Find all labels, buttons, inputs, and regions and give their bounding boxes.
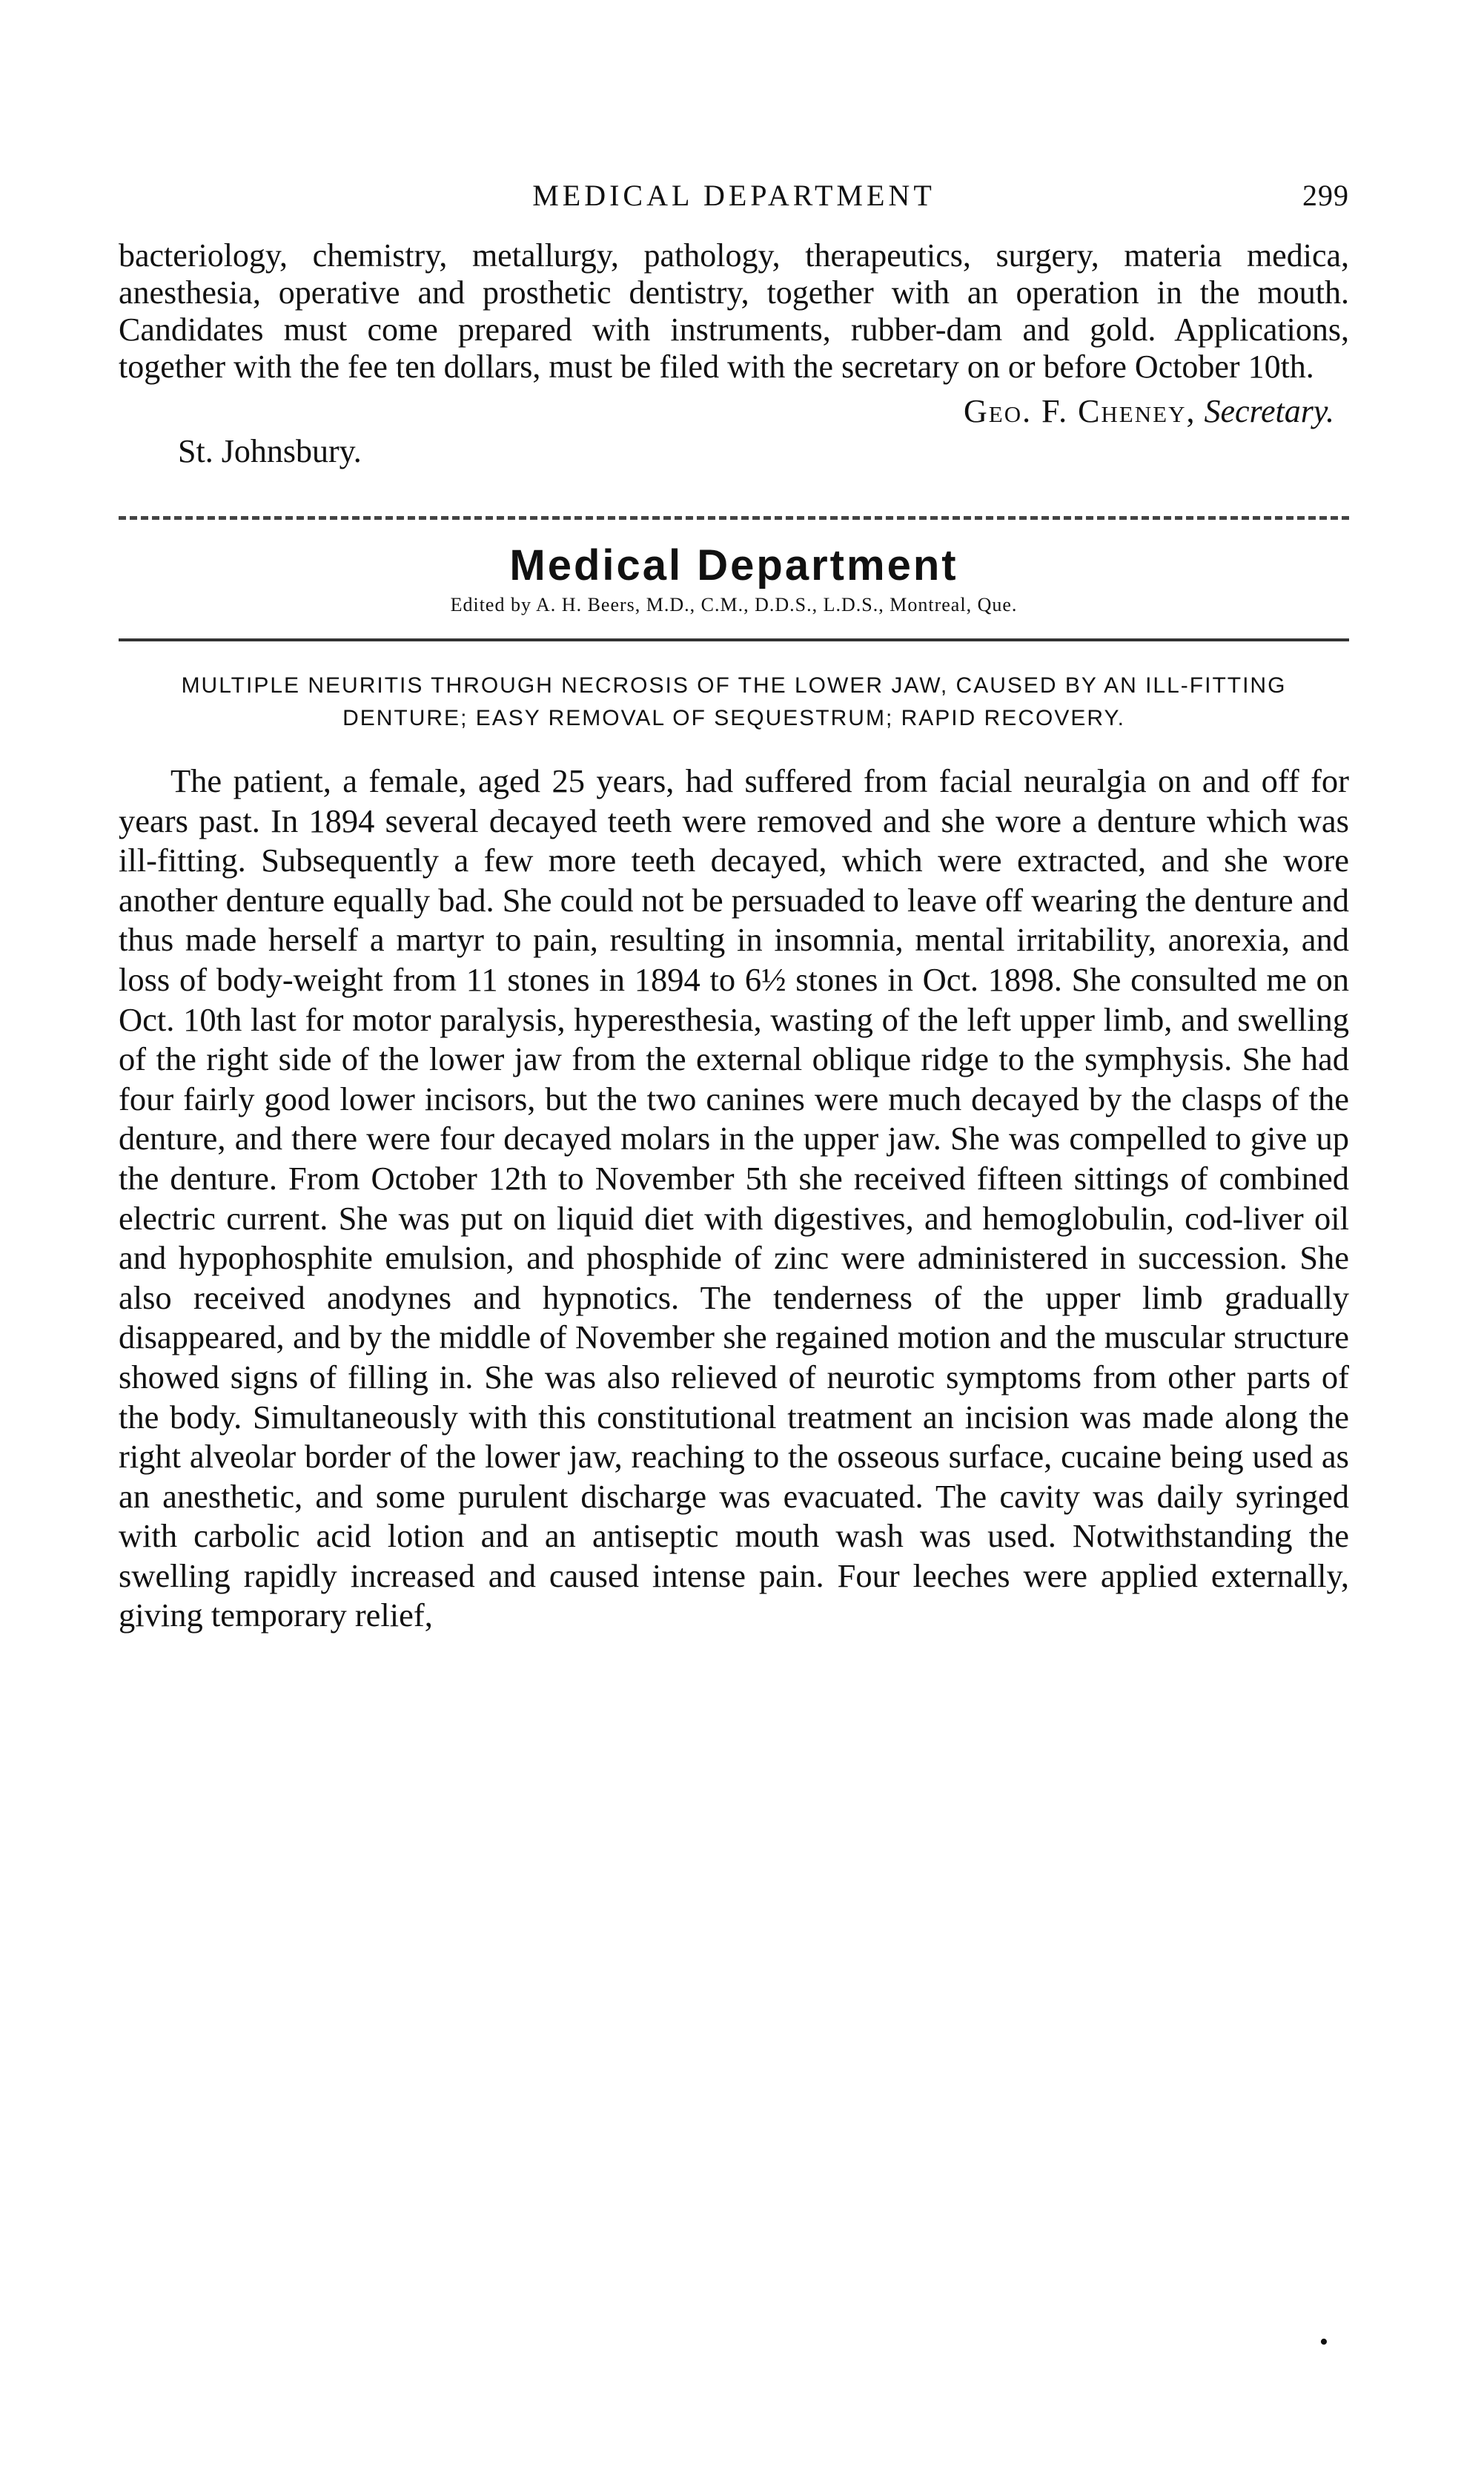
signature [119,392,1349,432]
section-title: Medical Department [509,541,958,589]
signature-name: Geo. F. Cheney, [964,393,1196,429]
editor-credit: Edited by A. H. Beers, M.D., C.M., D.D.S., L.D.S., Montreal, Que. [450,594,1018,615]
running-head-title: MEDICAL DEPARTMENT [532,179,935,212]
place-line: St. Johnsbury. [178,433,362,469]
article-body [119,762,1349,1636]
article-paragraph: The patient, a female, aged 25 years, had suffered from facial neuralgia on and off for years past. In 1894 several decayed teeth were removed and she wore a denture which was ill-fitting. Subsequently a few more teeth decayed, which were extracted, and she wore another denture equally bad. She could not be persuaded to leave off wearing the denture and thus made herself a martyr to pain, resulting in insomnia, mental irritability, anorexia, and loss of body-weight from 11 stones in 1894 to 6½ stones in Oct. 1898. She consulted me on Oct. 10th last for motor paralysis, hyperesthesia, wasting of the left upper limb, and swelling of the right side of the lower jaw from the external oblique ridge to the symphysis. She had four fairly good lower incisors, but the two canines were much decayed by the clasps of the denture, and there were four decayed molars in the upper jaw. She was compelled to give up the denture. From October 12th to November 5th she received fifteen sittings of combined electric current. She was put on liquid diet with digestives, and hemoglobulin, cod-liver oil and hypophosphite emulsion, and phosphide of zinc were administered in succession. She also received anodynes and hypnotics. The tenderness of the upper limb gradually disappeared, and by the middle of November she regained motion and the muscular structure showed signs of filling in. She was also relieved of neurotic symptoms from other parts of the body. Simultaneously with this constitutional treatment an incision was made along the right alveolar border of the lower jaw, reaching to the osseous surface, cucaine being used as an anesthetic, and some purulent discharge was evacuated. The cavity was daily syringed with carbolic acid lotion and an antiseptic mouth wash was used. Notwithstanding the swelling rapidly increased and caused intense pain. Four leeches were applied externally, giving temporary relief, [119,762,1349,1634]
article-title: MULTIPLE NEURITIS THROUGH NECROSIS OF THE LOWER JAW, CAUSED BY AN ILL-FITTING DENTURE; EASY REMOVAL OF SEQUESTRUM; RAPID RECOVERY. [181,673,1287,730]
previous-article-paragraph: bacteriology, chemistry, metallurgy, pathology, therapeutics, surgery, materia medica, anesthesia, operative and prosthetic dentistry, together with an operation in the mouth. Candidates must come prepared with instruments, rubber-dam and gold. Applications, together with the fee ten dollars, must be filed with the secretary on or before October 10th. [119,237,1349,385]
footer-mark: • [1319,2328,1328,2356]
title-rule [119,638,1349,641]
running-head [119,178,1349,230]
section-divider [119,516,1349,520]
page [119,178,1349,1636]
previous-article-text [119,237,1349,386]
page-number: 299 [1302,179,1349,212]
signature-role: Secretary. [1204,393,1334,429]
